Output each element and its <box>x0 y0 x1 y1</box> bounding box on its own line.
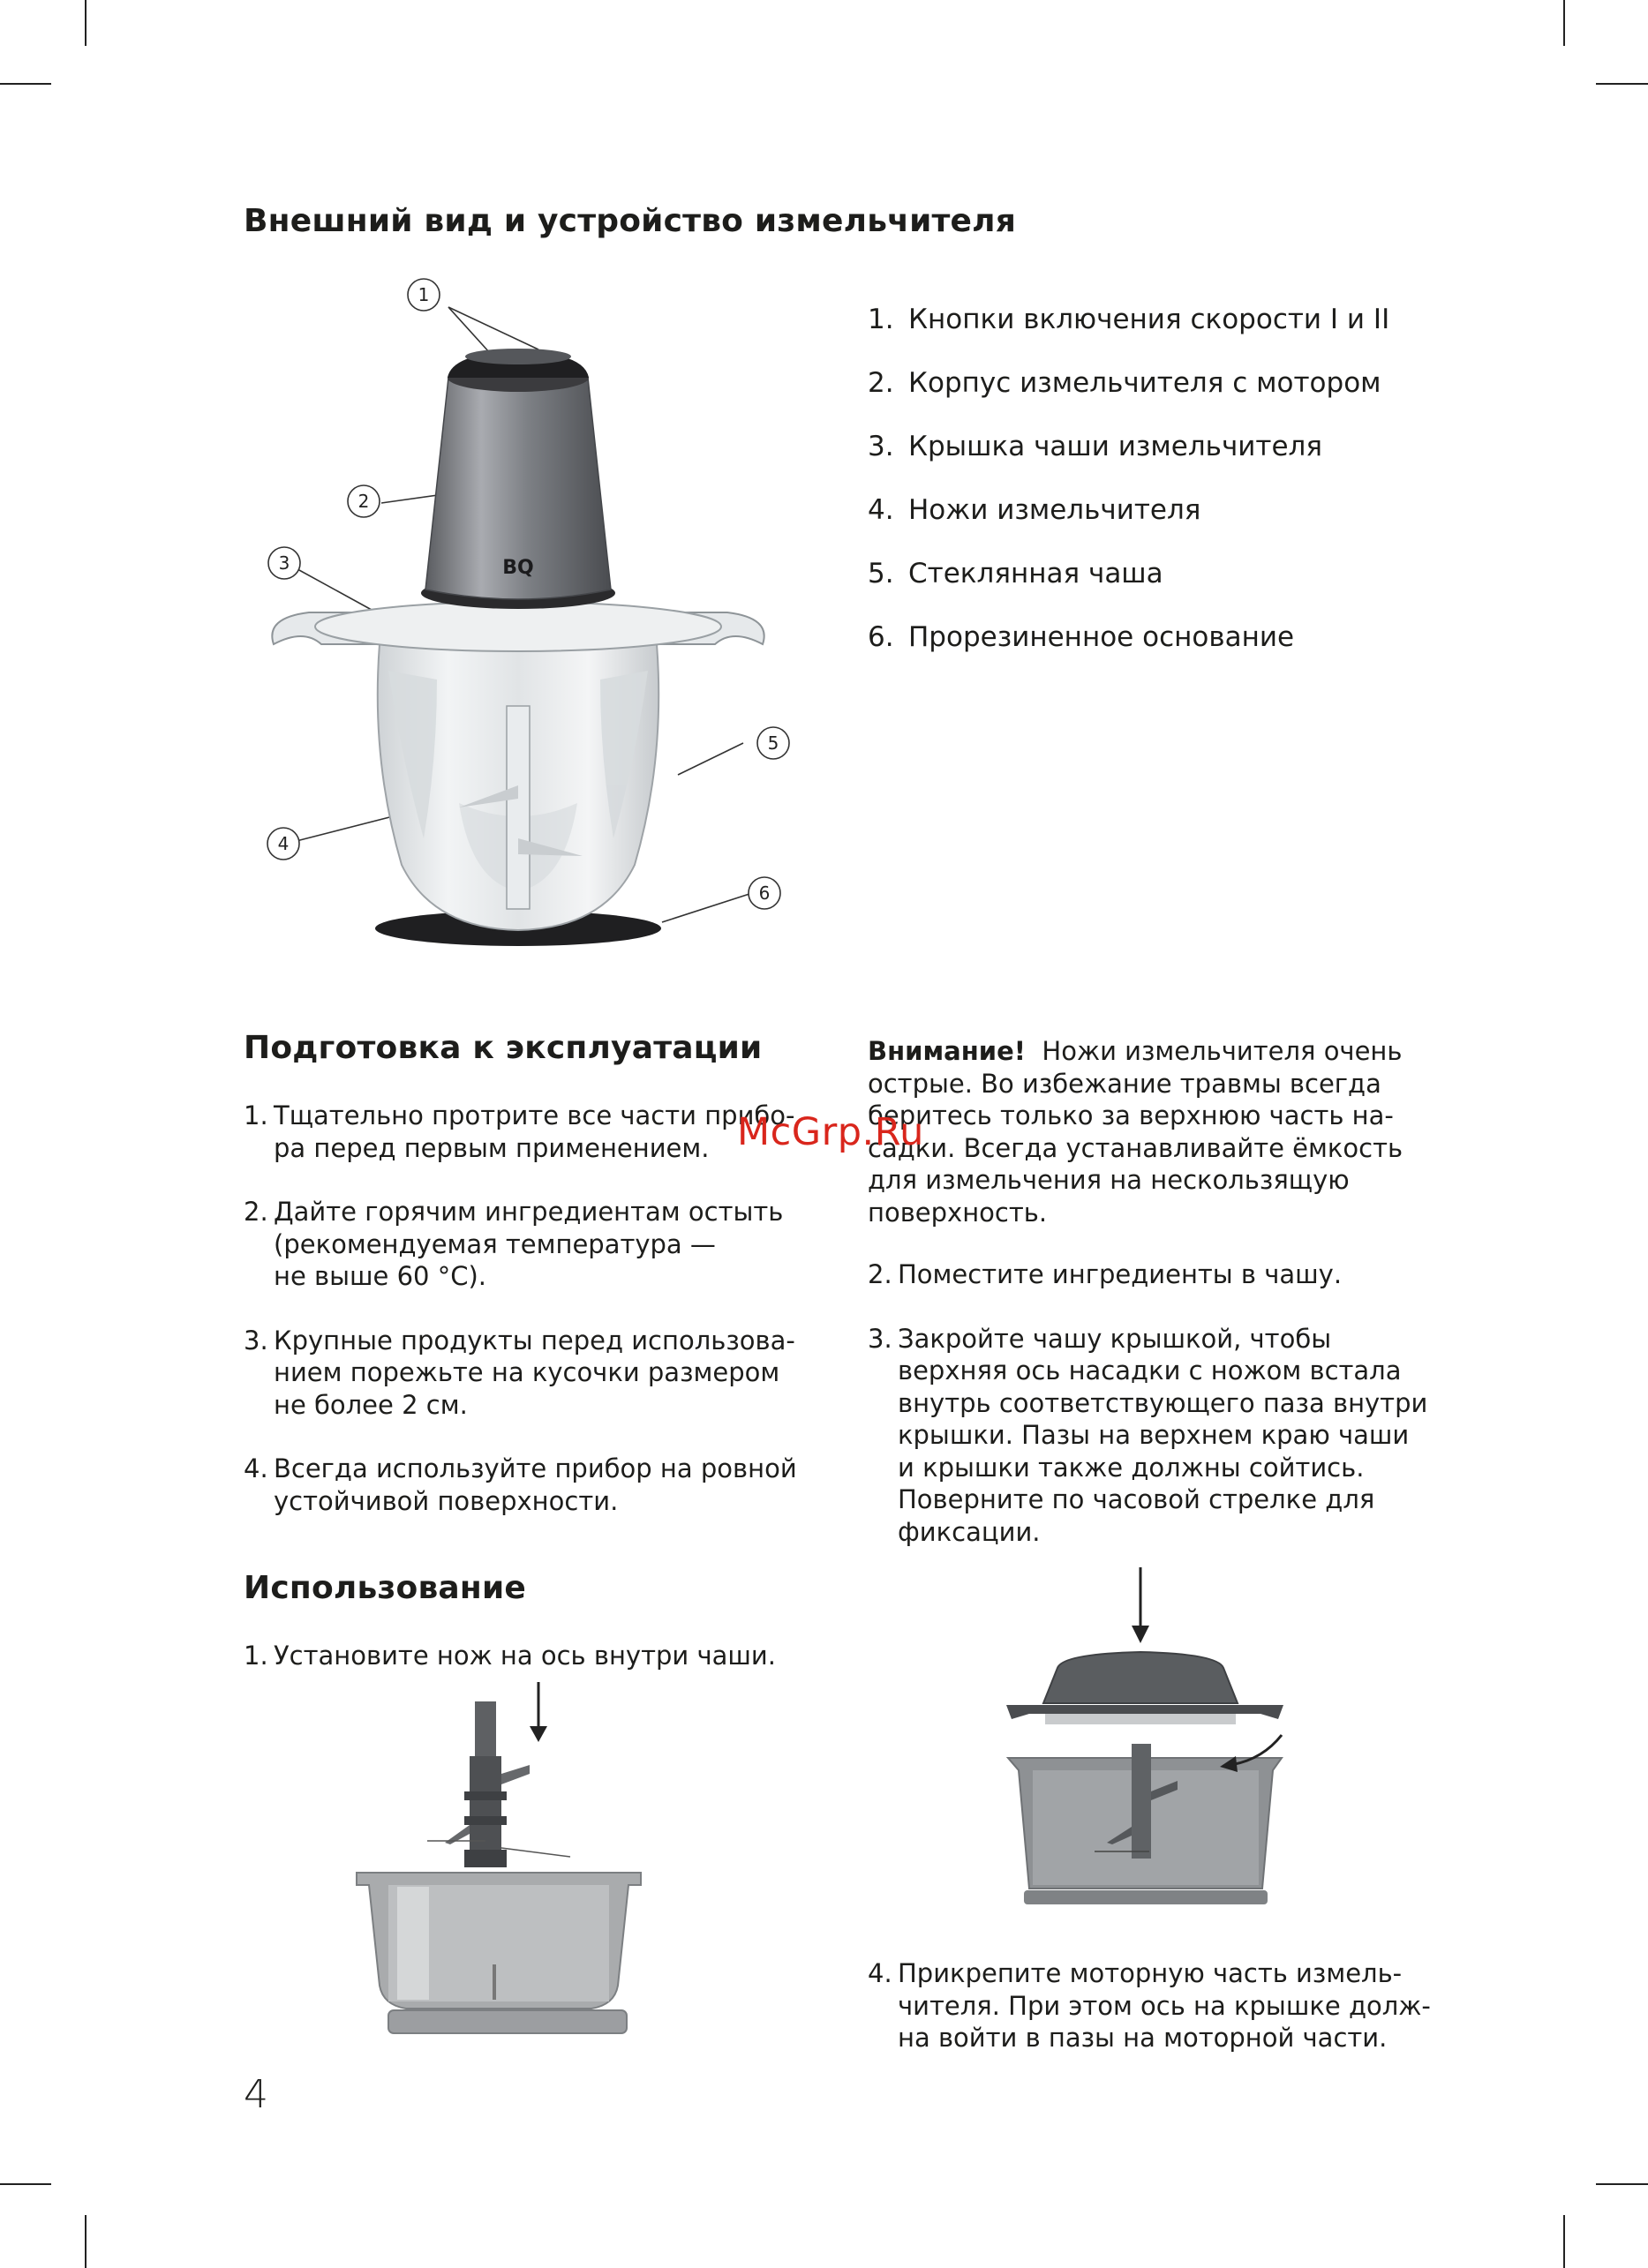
lid-close-illustration <box>997 1562 1298 1933</box>
warning-label: Внимание! <box>868 1036 1026 1066</box>
crop-mark <box>85 0 87 46</box>
chopper-illustration <box>256 265 821 971</box>
callout-2: 2 <box>357 491 370 512</box>
list-item: 2. Поместите ингредиенты в чашу. <box>868 1259 1343 1289</box>
brand-logo: BQ <box>502 557 534 579</box>
crop-mark <box>1563 2215 1565 2268</box>
knife-install-illustration <box>353 1677 653 2047</box>
parts-list-item: 6. Прорезиненное основание <box>868 621 1295 653</box>
parts-list <box>868 302 1389 683</box>
list-item: 3. Закройте чашу крышкой, чтобы верхняя ось насадки с ножом встала внутрь соответствующего паза внутри крышки. Пазы на верхнем краю чаши и крышки также должны сойтись. Поверните по часовой стрелке для фиксации. <box>868 1323 1428 1547</box>
callout-4: 4 <box>277 833 290 854</box>
usage-title: Использование <box>244 1570 527 1606</box>
preparation-list <box>244 1100 844 1549</box>
parts-list-item: 5. Стеклянная чаша <box>868 558 1163 590</box>
callout-1: 1 <box>418 284 430 305</box>
page-number: 4 <box>244 2072 268 2117</box>
callout-3: 3 <box>278 552 290 574</box>
list-item: 4. Прикрепите моторную часть измель- чителя. При этом ось на крышке долж- на войти в пазы на моторной части. <box>868 1958 1431 2053</box>
crop-mark <box>1596 2183 1648 2185</box>
crop-mark <box>0 83 51 85</box>
list-item: 1. Тщательно протрите все части прибо- ра перед первым применением. <box>244 1100 795 1163</box>
warning-paragraph: Внимание! Ножи измельчителя очень острые. Во избежание травмы всегда беритесь только за верхнюю часть на- садки. Всегда устанавливайте ёмкость для измельчения на нескользящую поверхность. <box>868 1036 1403 1228</box>
parts-list-item: 2. Корпус измельчителя с мотором <box>868 367 1381 399</box>
callout-5: 5 <box>767 732 779 754</box>
crop-mark <box>85 2215 87 2268</box>
parts-list-item: 1. Кнопки включения скорости I и II <box>868 304 1390 335</box>
preparation-title: Подготовка к эксплуатации <box>244 1030 763 1066</box>
parts-list-item: 3. Крышка чаши измельчителя <box>868 431 1323 462</box>
crop-mark <box>0 2183 51 2185</box>
appearance-title: Внешний вид и устройство измельчителя <box>244 203 1017 239</box>
crop-mark <box>1596 83 1648 85</box>
crop-mark <box>1563 0 1565 46</box>
list-item: 2. Дайте горячим ингредиентам остыть (рекомендуемая температура — не выше 60 °C). <box>244 1197 784 1291</box>
usage-steps-right <box>868 1258 1486 1580</box>
parts-list-item: 4. Ножи измельчителя <box>868 494 1201 526</box>
callout-6: 6 <box>758 882 771 904</box>
list-item: 1. Установите нож на ось внутри чаши. <box>244 1641 776 1671</box>
list-item: 4. Всегда используйте прибор на ровной устойчивой поверхности. <box>244 1453 797 1516</box>
watermark: McGrp.Ru <box>737 1110 924 1154</box>
list-item: 3. Крупные продукты перед использова- нием порежьте на кусочки размером не более 2 см. <box>244 1325 795 1420</box>
usage-step-4 <box>868 1957 1486 2086</box>
